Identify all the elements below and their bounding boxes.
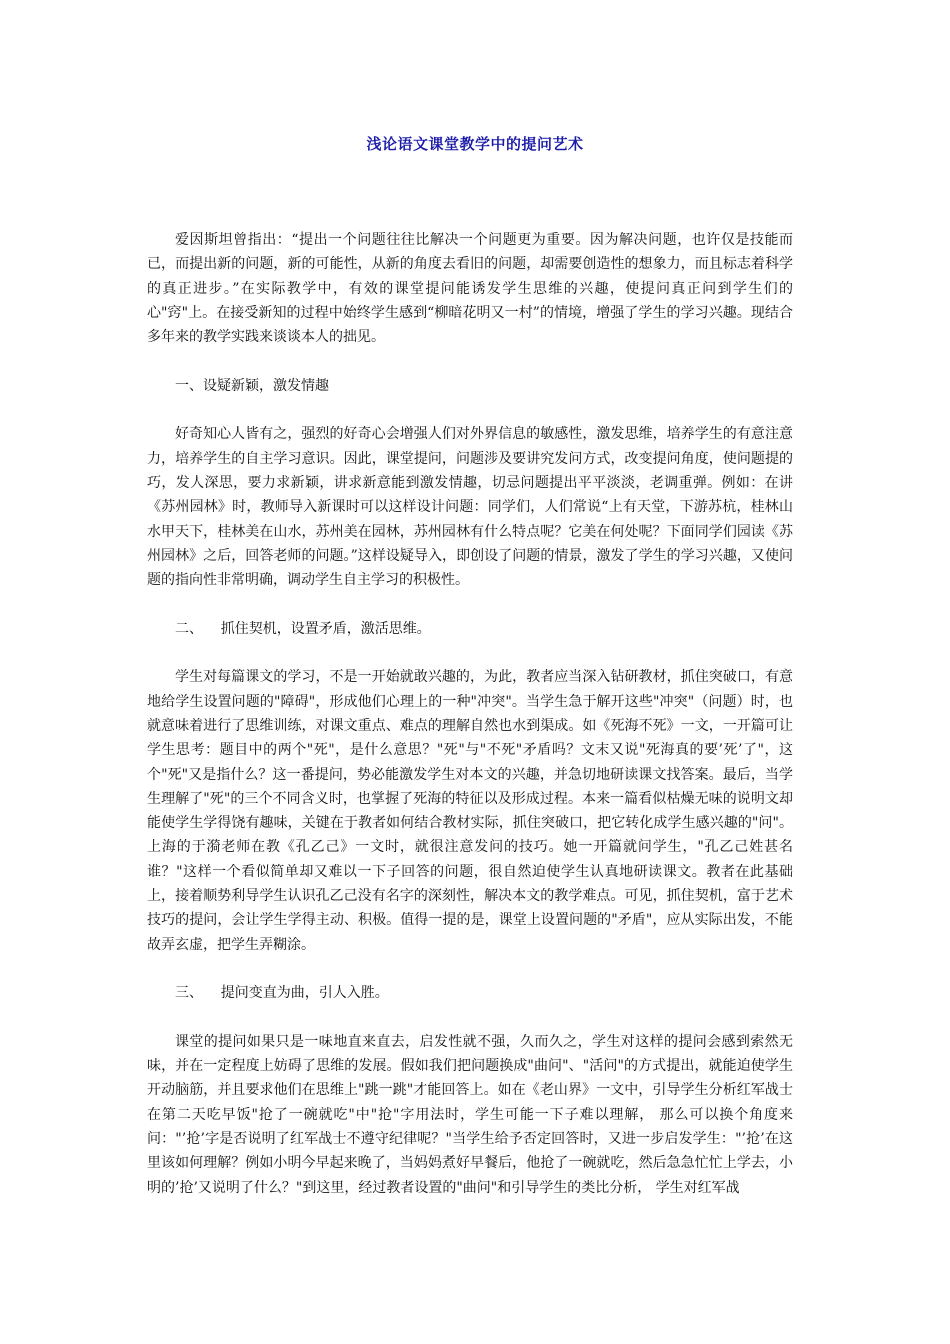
section-heading-3: 三、 提问变直为曲，引人入胜。 — [175, 985, 389, 1002]
paragraph-gap — [147, 957, 793, 981]
paragraph-gap — [147, 349, 793, 373]
paragraph-gap — [147, 398, 793, 422]
section-2-paragraph: 学生对每篇课文的学习，不是一开始就敢兴趣的，为此，教者应当深入钻研教材，抓住突破口，有意地给学生设置问题的"障碍"，形成他们心理上的一种"冲突"。当学生急于解开这些"冲突"（问题）时，也就意味着进行了思维训练，对课文重点、难点的理解自然也水到渠成。如《死海不死》一文，一开篇可让学生思考：题目中的两个"死"，是什么意思？"死"与"不死"矛盾吗？文末又说"死海真的要’死’了"，这个"死"又是指什么？这一番提问，势必能激发学生对本文的兴趣，并急切地研读课文找答案。最后，当学生理解了"死"的三个不同含义时，也掌握了死海的特征以及形成过程。本来一篇看似枯燥无味的说明文却能使学生学得饶有趣味，关键在于教者如何结合教材实际，抓住突破口，把它转化成学生感兴趣的"问"。上海的于漪老师在教《孔乙己》一文时，就很注意发问的技巧。她一开篇就问学生，"孔乙己姓甚名谁？"这样一个看似简单却又难以一下子回答的问题，很自然迫使学生认真地研读课文。教者在此基础上，接着顺势利导学生认识孔乙己没有名字的深刻性，解决本文的教学难点。可见，抓住契机，富于艺术技巧的提问，会让学生学得主动、积极。值得一提的是，课堂上设置问题的"矛盾"，应从实际出发，不能故弄玄虚，把学生弄糊涂。 — [147, 669, 793, 953]
section-3-paragraph: 课堂的提问如果只是一味地直来直去，启发性就不强，久而久之，学生对这样的提问会感到索然无味，并在一定程度上妨碍了思维的发展。假如我们把问题换成"曲问"、"活问"的方式提出，就能迫使学生开动脑筋，并且要求他们在思维上"跳一跳"才能回答上。如在《老山界》一文中，引导学生分析红军战士在第二天吃早饭"抢了一碗就吃"中"抢"字用法时，学生可能一下子难以理解， 那么可以换个角度来问："’抢’字是否说明了红军战士不遵守纪律呢？"当学生给予否定回答时，又进一步启发学生："’抢’在这里该如何理解？例如小明今早起来晚了，当妈妈煮好早餐后，他抢了一碗就吃，然后急急忙忙上学去，小明的’抢’又说明了什么？"到这里，经过教者设置的"曲问"和引导学生的类比分析， 学生对红军战 — [147, 1033, 793, 1196]
document-title: 浅论语文课堂教学中的提问艺术 — [366, 135, 584, 153]
section-1-paragraph: 好奇知心人皆有之，强烈的好奇心会增强人们对外界信息的敏感性，激发思维，培养学生的有意注意力，培养学生的自主学习意识。因此，课堂提问，问题涉及要讲究发问方式，改变提问角度，使问题提的巧，发人深思，要力求新颖，讲求新意能到激发情趣，切忌问题提出平平淡淡，老调重弹。例如：在讲《苏州园林》时，教师导入新课时可以这样设计问题：同学们，人们常说“上有天堂，下游苏杭，桂林山水甲天下，桂林美在山水，苏州美在园林，苏州园林有什么特点呢？它美在何处呢？下面同学们园读《苏州园林》之后，回答老师的问题。”这样设疑导入，即创设了问题的情景，激发了学生的学习兴趣，又使问题的指向性非常明确，调动学生自主学习的积极性。 — [147, 426, 793, 589]
paragraph-gap — [147, 1006, 793, 1030]
section-heading-2: 二、 抓住契机，设置矛盾，激活思维。 — [175, 620, 431, 637]
paragraph-gap — [147, 592, 793, 616]
document-body — [147, 228, 793, 1200]
paragraph-gap — [147, 641, 793, 665]
intro-paragraph: 爱因斯坦曾指出：“提出一个问题往往比解决一个问题更为重要。因为解决问题，也许仅是技能而已，而提出新的问题，新的可能性，从新的角度去看旧的问题，却需要创造性的想象力，而且标志着科学的真正进步。”在实际教学中，有效的课堂提问能诱发学生思维的兴趣，使提问真正问到学生们的心"窍"上。在接受新知的过程中始终学生感到“柳暗花明又一村”的情境，增强了学生的学习兴趣。现结合多年来的教学实践来谈谈本人的拙见。 — [147, 232, 793, 346]
section-heading-1: 一、设疑新颖，激发情趣 — [175, 377, 329, 394]
